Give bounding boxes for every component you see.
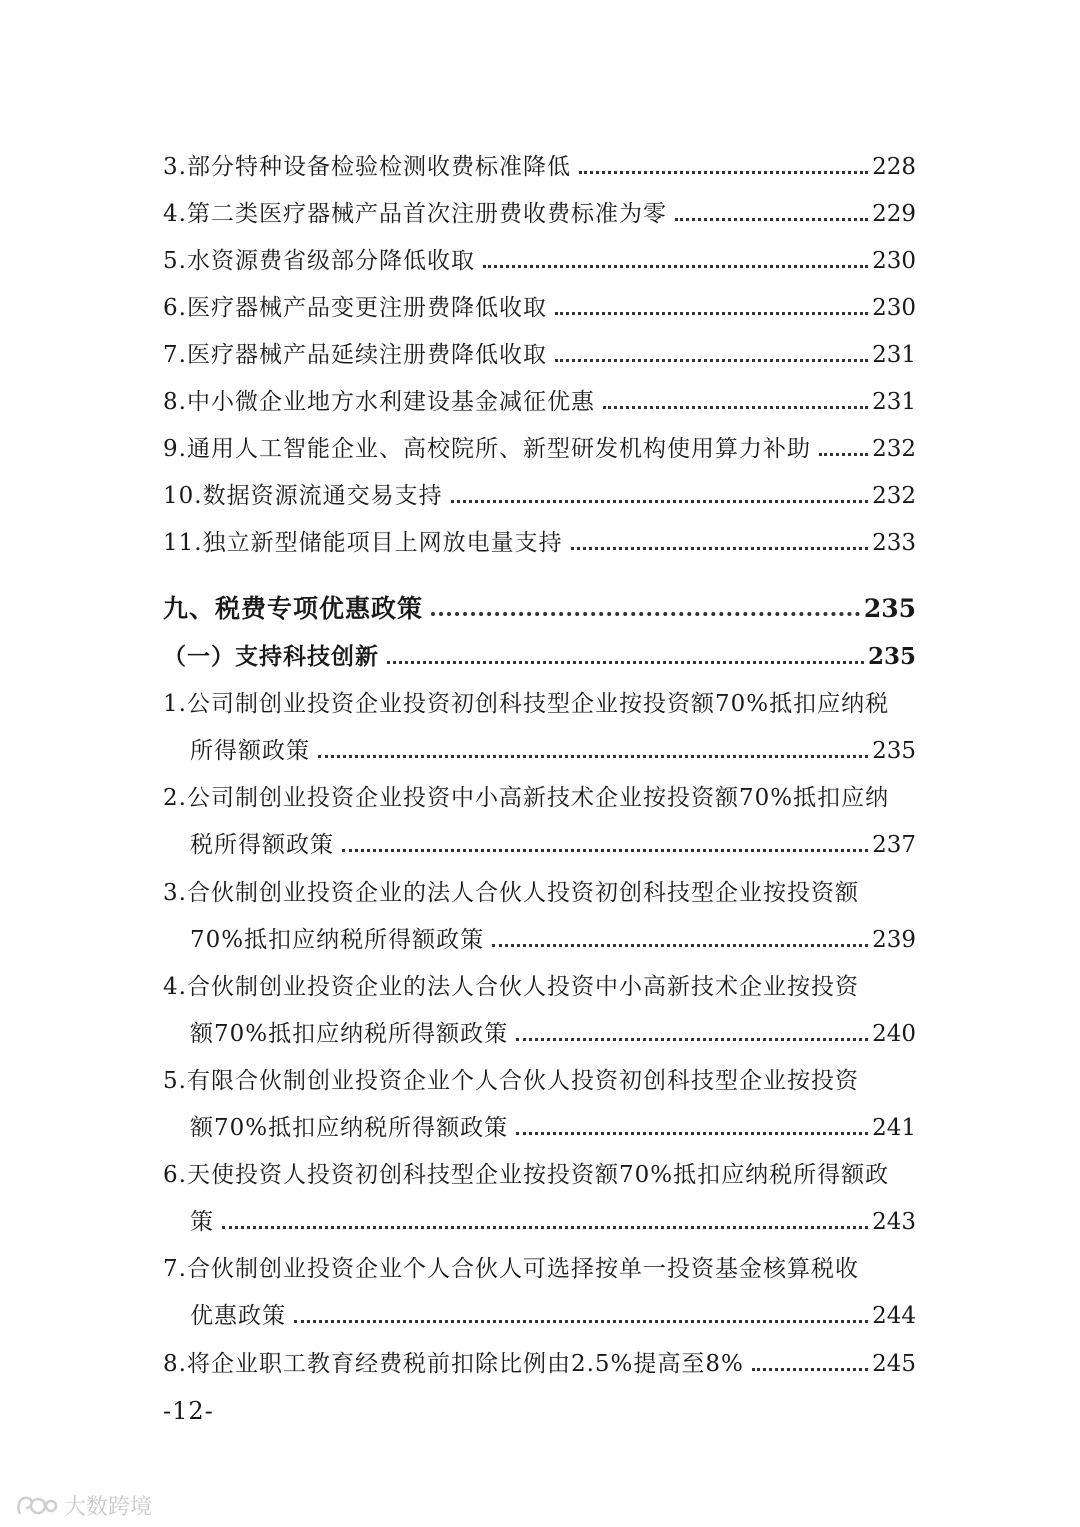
toc-leader [294,1306,868,1323]
watermark-logo-icon [14,1492,58,1520]
toc-item-line2 [190,816,916,860]
toc-leader [555,298,868,315]
toc-item-page: 235 [872,738,916,764]
toc-leader [819,439,868,456]
toc-item-line2 [190,1099,916,1143]
toc-entry-title: 6.医疗器械产品变更注册费降低收取 [163,295,547,321]
toc-subsection-title: （一）支持科技创新 [163,643,379,670]
toc-item-title-cont: 优惠政策 [190,1303,286,1329]
toc-entry-title: 5.水资源费省级部分降低收取 [163,248,475,274]
toc-entry [163,138,916,182]
toc-item-title-cont: 额70%抵扣应纳税所得额政策 [190,1021,509,1047]
toc-leader [492,930,868,947]
toc-leader [431,598,860,616]
toc-item-line1 [163,1052,916,1096]
toc-leader [516,1024,868,1041]
toc-entry-title: 11.独立新型储能项目上网放电量支持 [163,530,563,556]
toc-entry-page: 228 [872,154,916,180]
toc-entry-page: 232 [872,483,916,509]
toc-entry-page: 231 [872,342,916,368]
toc-leader [387,647,864,664]
toc-item-line1 [163,958,916,1002]
toc-section-title: 九、税费专项优惠政策 [163,594,424,623]
toc-item-title-cont: 税所得额政策 [190,832,334,858]
toc-item-title: 2.公司制创业投资企业投资中小高新技术企业按投资额70%抵扣应纳 [163,785,890,811]
toc-entry-title: 9.通用人工智能企业、高校院所、新型研发机构使用算力补助 [163,436,811,462]
toc-subsection-heading [163,628,916,672]
toc-leader [451,486,869,503]
toc-leader [483,251,868,268]
toc-item-line1 [163,675,916,719]
toc-item-title-cont: 策 [190,1209,214,1235]
toc-item-line2 [190,1287,916,1331]
toc-entry-page: 245 [872,1351,916,1377]
toc-leader [603,392,868,409]
toc-entry-title: 7.医疗器械产品延续注册费降低收取 [163,342,547,368]
toc-entry [163,420,916,464]
toc-item-page: 240 [872,1021,916,1047]
toc-leader [342,835,868,852]
toc-entry [163,279,916,323]
toc-entry [163,373,916,417]
toc-item-title-cont: 70%抵扣应纳税所得额政策 [190,927,485,953]
toc-entry-page: 231 [872,389,916,415]
toc-leader [571,533,869,550]
toc-entry-title: 10.数据资源流通交易支持 [163,483,443,509]
toc-item-line2 [190,1193,916,1237]
toc-item-line2 [190,911,916,955]
toc-entry [163,467,916,511]
toc-entry-page: 230 [872,295,916,321]
toc-item-line1 [163,864,916,908]
toc-item-page: 237 [872,832,916,858]
toc-entry-page: 230 [872,248,916,274]
toc-leader [555,345,868,362]
toc-entry [163,1335,916,1379]
toc-item-title-cont: 额70%抵扣应纳税所得额政策 [190,1115,509,1141]
toc-item-title-cont: 所得额政策 [190,738,310,764]
toc-entry [163,514,916,558]
toc-item-title: 7.合伙制创业投资企业个人合伙人可选择按单一投资基金核算税收 [163,1256,859,1282]
toc-item-page: 239 [872,927,916,953]
toc-item-line1 [163,1146,916,1190]
toc-item-line1 [163,1240,916,1284]
toc-entry-page: 233 [872,530,916,556]
toc-item-line2 [190,1005,916,1049]
page-number: -12- [163,1397,214,1425]
toc-entry-title: 8.将企业职工教育经费税前扣除比例由2.5%提高至8% [163,1351,744,1377]
toc-item-line1 [163,769,916,813]
toc-entry-title: 8.中小微企业地方水利建设基金减征优惠 [163,389,595,415]
toc-item-page: 241 [872,1115,916,1141]
toc-leader [752,1354,868,1371]
toc-item-title: 3.合伙制创业投资企业的法人合伙人投资初创科技型企业按投资额 [163,880,859,906]
toc-entry-title: 3.部分特种设备检验检测收费标准降低 [163,154,571,180]
toc-subsection-page: 235 [867,643,916,670]
toc-item-page: 243 [872,1209,916,1235]
toc-entry [163,185,916,229]
toc-entry-title: 4.第二类医疗器械产品首次注册费收费标准为零 [163,201,667,227]
watermark [14,1490,152,1521]
toc-item-line2 [190,722,916,766]
toc-item-page: 244 [872,1303,916,1329]
toc-item-title: 5.有限合伙制创业投资企业个人合伙人投资初创科技型企业按投资 [163,1068,859,1094]
toc-leader [318,741,868,758]
toc-leader [516,1118,868,1135]
watermark-text: 大数跨境 [64,1495,153,1520]
toc-item-title: 6.天使投资人投资初创科技型企业按投资额70%抵扣应纳税所得额政 [163,1162,890,1188]
toc-section-heading [163,580,916,624]
toc-leader [222,1212,868,1229]
toc-section-page: 235 [863,594,916,623]
toc-entry [163,232,916,276]
toc-leader [675,204,868,221]
toc-item-title: 1.公司制创业投资企业投资初创科技型企业按投资额70%抵扣应纳税 [163,691,890,717]
toc-entry-page: 229 [872,201,916,227]
toc-leader [579,157,868,174]
toc-entry [163,326,916,370]
toc-item-title: 4.合伙制创业投资企业的法人合伙人投资中小高新技术企业按投资 [163,974,859,1000]
toc-entry-page: 232 [872,436,916,462]
